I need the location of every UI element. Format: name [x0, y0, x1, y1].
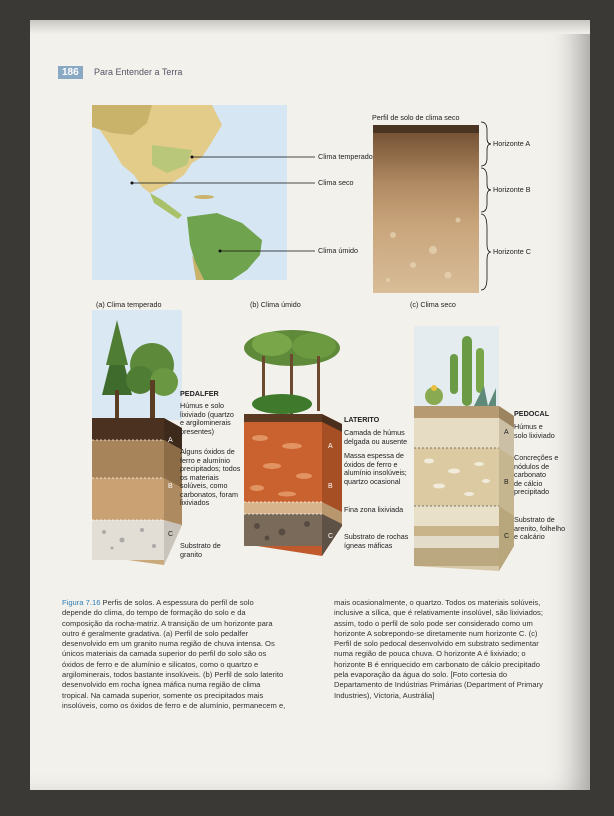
horizon-b-label: Horizonte B — [493, 185, 531, 194]
panel-a-desc1: Húmus e solo lixiviado (quartzo e argilominerais presentes) — [180, 401, 234, 436]
svg-text:C: C — [328, 533, 334, 540]
panel-b-desc4: Substrato de rochas ígneas máficas — [344, 532, 409, 550]
dry-soil-photo — [373, 125, 479, 293]
map-label-dry: Clima seco — [318, 178, 354, 187]
map-illustration — [92, 105, 287, 280]
panel-a-desc3: Substrato de granito — [180, 541, 221, 559]
soil-photo-title: Perfil de solo de clima seco — [372, 113, 460, 122]
svg-text:B: B — [504, 479, 509, 486]
americas-map — [92, 105, 287, 280]
figure-label: Figura 7.16 — [62, 598, 101, 607]
horizon-c-label: Horizonte C — [493, 247, 531, 256]
panel-b-type: LATERITO — [344, 415, 380, 424]
panel-b-desc3: Fina zona lixiviada — [344, 505, 404, 514]
panel-a-title: (a) Clima temperado — [96, 300, 162, 309]
panel-b-title: (b) Clima úmido — [250, 300, 301, 309]
map-label-temperate: Clima temperado — [318, 152, 373, 161]
svg-text:A: A — [328, 443, 333, 450]
panel-a-type: PEDALFER — [180, 389, 219, 398]
panel-c-title: (c) Clima seco — [410, 300, 456, 309]
panel-c-desc1: Húmus e solo lixiviado — [514, 422, 555, 440]
svg-text:B: B — [328, 483, 333, 490]
figure-caption-col1: Figura 7.16 Perfis de solos. A espessura do perfil de solo depende do clima, do tempo de formação do solo e da composição da rocha-matriz. A transição de um horizonte para outro é geralmente gradativa. (a) Perfil de solo pedalfer desenvolvido em um granito numa região de chuva intensa. Os únicos materiais da camada superior do perfil do solo são os óxidos de ferro e de alumínio e silicatos, como o quartzo e argilominerais, todos bastante insolúveis. (b) Perfil de solo laterito desenvolvido em rocha ígnea máfica numa região de clima tropical. Na camada superior, somente os precipitados mais insolúveis, como os óxidos de ferro e de alumínio, permanecem e, — [62, 598, 286, 710]
panel-a-illustration — [92, 310, 182, 575]
horizon-braces — [479, 120, 493, 295]
panel-b-desc1: Camada de húmus delgada ou ausente — [344, 428, 408, 446]
page-top-shadow — [30, 20, 590, 34]
panel-b-illustration — [242, 326, 344, 561]
page-number: 186 — [58, 66, 83, 79]
figure-caption-col2: mais ocasionalmente, o quartzo. Todos os materiais solúveis, inclusive a sílica, que é relativamente insolúvel, são lixiviados; assim, todo o perfil de solo pode ser considerado como um horizonte A sobrepondo-se diretamente num horizonte C. (c) Perfil de solo pedocal desenvolvido em substrato sedimentar numa região de pouca chuva. O horizonte A é lixiviado; o horizonte B é enriquecido em carbonato de cálcio precipitado pela evaporação da água do solo. [Foto cortesia do Departamento de Indústrias Primárias (Department of Primary Industries), Victoria, Austrália] — [334, 598, 543, 700]
svg-text:A: A — [504, 429, 509, 436]
panel-b-desc2: Massa espessa de óxidos de ferro e alumínio insolúveis; quartzo ocasional — [344, 451, 407, 486]
svg-text:A: A — [168, 437, 173, 444]
map-leaders-ext — [287, 155, 317, 255]
panel-c-illustration — [414, 326, 514, 574]
svg-text:C: C — [504, 533, 510, 540]
horizon-a-label: Horizonte A — [493, 139, 531, 148]
panel-a-desc2: Alguns óxidos de ferro e alumínio precipitados; todos os materiais solúveis, como carbonatos, foram lixiviados — [180, 447, 241, 507]
svg-text:C: C — [168, 531, 174, 538]
map-label-humid: Clima úmido — [318, 246, 358, 255]
book-page — [30, 20, 590, 790]
panel-c-desc3: Substrato de arenito, folhelho e calcário — [514, 515, 566, 541]
panel-c-type: PEDOCAL — [514, 409, 550, 418]
svg-text:B: B — [168, 483, 173, 490]
running-title: Para Entender a Terra — [94, 67, 183, 77]
panel-c-desc2: Concreções e nódulos de carbonato de cálcio precipitado — [514, 453, 559, 496]
